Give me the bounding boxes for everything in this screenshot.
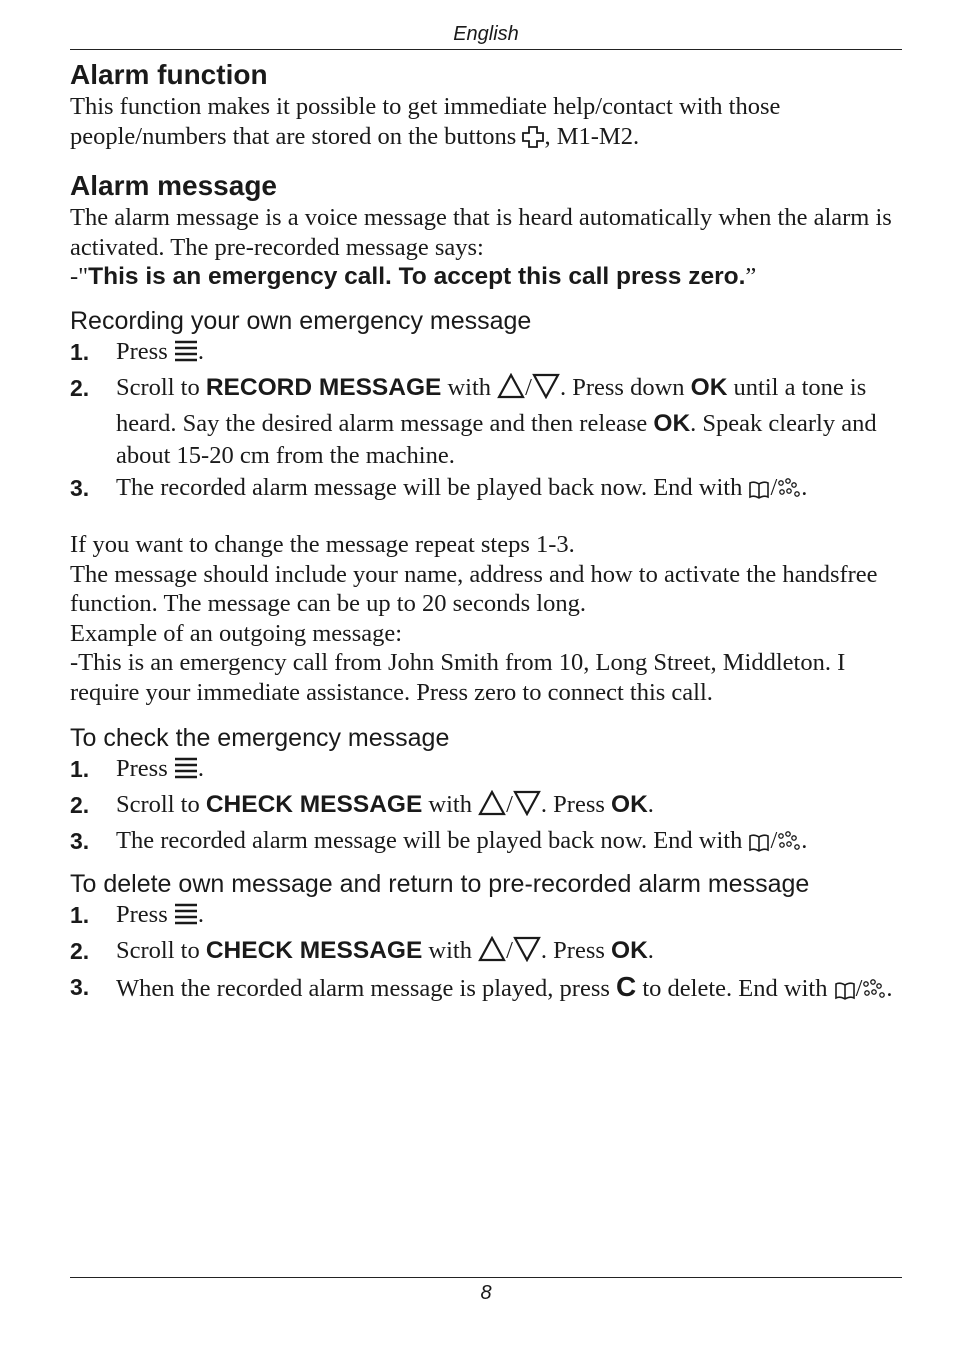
step-text: . Press (540, 791, 612, 818)
check-message-keyword: CHECK MESSAGE (205, 791, 423, 818)
slash: / (506, 791, 513, 818)
step-end: . (801, 474, 808, 501)
step-text: . Press down (559, 374, 691, 401)
slash: / (770, 474, 778, 501)
clear-key-c: C (616, 971, 637, 1002)
step-number: 2. (70, 938, 90, 964)
list-item (70, 336, 902, 372)
ok-keyword: OK (653, 410, 691, 437)
step-text: Press (116, 338, 174, 365)
alarm-cross-icon (522, 126, 544, 156)
step-text: . Speak clearly and about 15-20 cm from the machine. (116, 410, 877, 469)
info-line: The message should include your name, address and how to activate the handsfree function. The message can be up to 20 seconds long. (70, 560, 878, 617)
ok-keyword: OK (690, 374, 728, 401)
step-end: . (197, 755, 204, 782)
alarm-function-section (70, 58, 902, 155)
step-number: 3. (70, 974, 90, 1000)
list-item (70, 472, 902, 508)
alarm-message-title: Alarm message (70, 170, 278, 201)
alarm-function-text (70, 92, 902, 155)
step-text: The recorded alarm message will be played back now. End with (116, 474, 749, 501)
list-item (70, 825, 902, 861)
slash: / (506, 937, 513, 964)
step-text: Scroll to (116, 937, 206, 964)
list-item (70, 372, 902, 472)
footer-divider (70, 1277, 902, 1278)
delete-steps (70, 899, 902, 1009)
step-end: . (801, 827, 808, 854)
quote-open: -" (70, 263, 89, 290)
slash: / (770, 827, 778, 854)
down-triangle-icon (513, 936, 541, 971)
step-end: . (197, 338, 204, 365)
step-number: 1. (70, 756, 90, 782)
alarm-function-title: Alarm function (70, 59, 268, 90)
recording-steps (70, 336, 902, 508)
step-text: with (422, 791, 479, 818)
menu-lines-icon (174, 339, 198, 372)
list-item (70, 753, 902, 789)
check-section (70, 723, 902, 861)
quote-close: ” (745, 263, 757, 290)
check-message-keyword: CHECK MESSAGE (205, 937, 423, 964)
delete-title: To delete own message and return to pre-recorded alarm message (70, 870, 810, 898)
up-triangle-icon (478, 936, 506, 971)
info-line: Example of an outgoing message: (70, 619, 403, 647)
step-number: 2. (70, 792, 90, 818)
info-line: -This is an emergency call from John Smith from 10, Long Street, Middleton. I require your immediate assistance. Press zero to connect this call. (70, 649, 846, 706)
phonebook-icon (748, 829, 770, 861)
step-text: with (422, 937, 479, 964)
menu-lines-icon (174, 756, 198, 789)
step-text: The recorded alarm message will be played back now. End with (116, 827, 749, 854)
step-number: 1. (70, 339, 90, 365)
step-text: . Press (540, 937, 612, 964)
alarm-message-text: The alarm message is a voice message that is heard automatically when the alarm is activated. The pre-recorded message says: (70, 204, 892, 261)
check-title: To check the emergency message (70, 724, 450, 752)
end-call-icon (862, 977, 886, 1009)
page-language-header: English (453, 23, 519, 45)
step-text: When the recorded alarm message is played, press (116, 975, 617, 1002)
check-steps (70, 753, 902, 861)
quote-text: This is an emergency call. To accept this call press zero. (88, 263, 746, 290)
step-number: 2. (70, 375, 90, 401)
alarm-function-text-b: , M1-M2. (544, 122, 640, 150)
step-number: 3. (70, 475, 90, 501)
info-section (70, 530, 902, 707)
step-text: Press (116, 901, 174, 928)
up-triangle-icon (478, 790, 506, 825)
step-end: . (197, 901, 204, 928)
ok-keyword: OK (611, 937, 648, 964)
slash: / (855, 975, 863, 1002)
alarm-message-section (70, 169, 902, 292)
step-number: 3. (70, 828, 90, 854)
step-text: with (441, 374, 498, 401)
step-end: . (886, 975, 893, 1002)
header-divider (70, 49, 902, 50)
list-item (70, 899, 902, 935)
delete-section (70, 869, 902, 1009)
end-call-icon (777, 476, 801, 508)
alarm-message-quote (70, 262, 902, 292)
list-item (70, 971, 902, 1009)
recording-section (70, 306, 902, 508)
step-end: . (647, 937, 654, 964)
step-text: to delete. End with (636, 975, 834, 1002)
recording-title: Recording your own emergency message (70, 307, 532, 335)
up-triangle-icon (497, 373, 525, 408)
phonebook-icon (834, 977, 856, 1009)
list-item (70, 935, 902, 971)
step-text: until a tone is heard. Say the desired alarm message and then release (116, 374, 867, 437)
record-message-keyword: RECORD MESSAGE (205, 374, 442, 401)
step-text: Scroll to (116, 791, 206, 818)
step-end: . (647, 791, 654, 818)
end-call-icon (777, 829, 801, 861)
down-triangle-icon (513, 790, 541, 825)
slash: / (525, 374, 532, 401)
ok-keyword: OK (611, 791, 648, 818)
menu-lines-icon (174, 902, 198, 935)
step-text: Scroll to (116, 374, 206, 401)
step-number: 1. (70, 902, 90, 928)
down-triangle-icon (532, 373, 560, 408)
info-line: If you want to change the message repeat steps 1-3. (70, 531, 575, 558)
phonebook-icon (748, 476, 770, 508)
step-text: Press (116, 755, 174, 782)
list-item (70, 789, 902, 825)
page-number: 8 (480, 1282, 492, 1304)
alarm-function-text-a: This function makes it possible to get immediate help/contact with those people/numbers that are stored on the buttons (70, 93, 781, 150)
